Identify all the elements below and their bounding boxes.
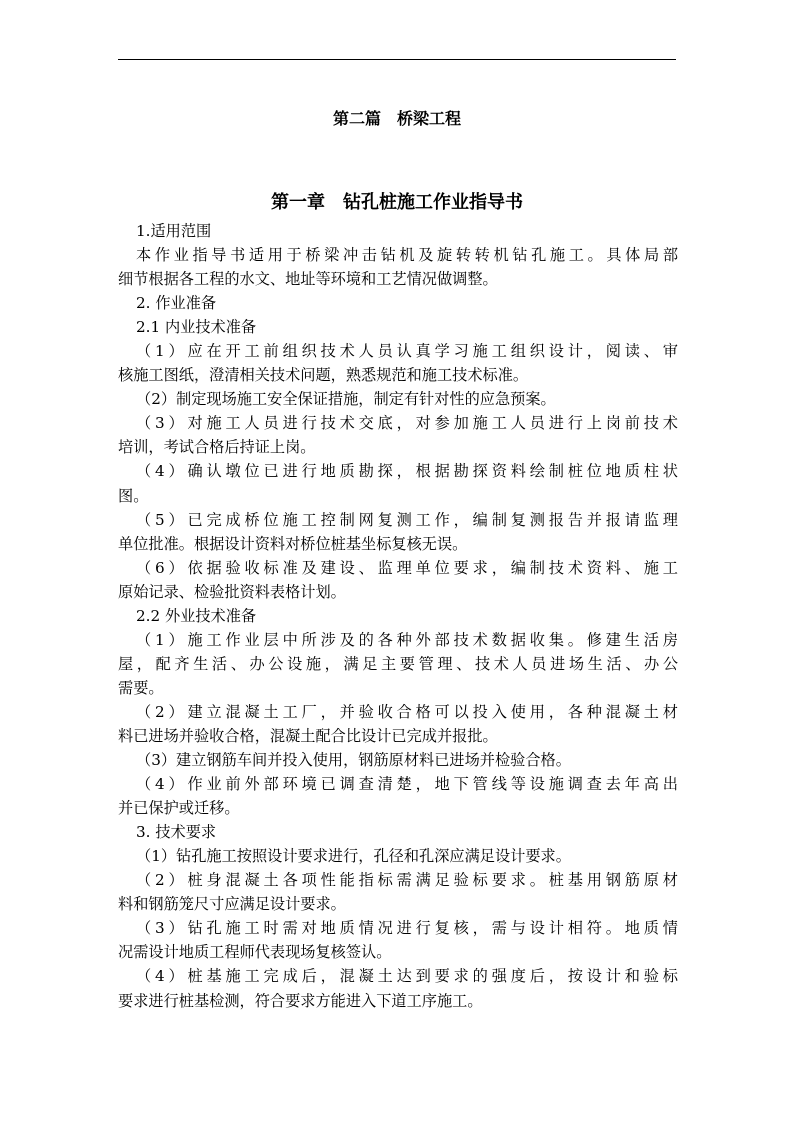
- paragraph-line: （4）作业前外部环境已调查清楚，地下管线等设施调查去年高出: [136, 775, 678, 794]
- paragraph-line: （2）制定现场施工安全保证措施，制定有针对性的应急预案。: [136, 390, 556, 409]
- paragraph-line: 需要。: [118, 678, 164, 697]
- paragraph-line: 培训，考试合格后持证上岗。: [118, 438, 316, 457]
- section-heading: 2. 作业准备: [136, 294, 217, 313]
- paragraph-line: 细节根据各工程的水文、地址等环境和工艺情况做调整。: [118, 270, 498, 289]
- header-rule: [118, 59, 676, 60]
- paragraph-line: 屋，配齐生活、办公设施，满足主要管理、技术人员进场生活、办公: [118, 654, 678, 673]
- paragraph-line: 料和钢筋笼尺寸应满足设计要求。: [118, 895, 346, 914]
- paragraph-line: 本作业指导书适用于桥梁冲击钻机及旋转转机钻孔施工。具体局部: [136, 246, 678, 265]
- paragraph-line: 原始记录、检验批资料表格计划。: [118, 582, 346, 601]
- part-title: 第二篇 桥梁工程: [332, 109, 461, 128]
- paragraph-line: 况需设计地质工程师代表现场复核签认。: [118, 943, 392, 962]
- paragraph-line: （1）施工作业层中所涉及的各种外部技术数据收集。修建生活房: [136, 630, 678, 649]
- paragraph-line: （1）应在开工前组织技术人员认真学习施工组织设计，阅读、审: [136, 342, 678, 361]
- paragraph-line: （4）确认墩位已进行地质勘探，根据勘探资料绘制桩位地质柱状: [136, 462, 678, 481]
- paragraph-line: （3）对施工人员进行技术交底，对参加施工人员进行上岗前技术: [136, 414, 678, 433]
- section-heading: 1.适用范围: [136, 222, 212, 240]
- paragraph-line: （3）钻孔施工时需对地质情况进行复核，需与设计相符。地质情: [136, 919, 678, 938]
- section-heading: 3. 技术要求: [136, 823, 217, 842]
- paragraph-line: （2）桩身混凝土各项性能指标需满足验标要求。桩基用钢筋原材: [136, 871, 678, 890]
- paragraph-line: 要求进行桩基检测，符合要求方能进入下道工序施工。: [118, 991, 483, 1010]
- document-body: [118, 219, 678, 1013]
- chapter-title: 第一章 钻孔桩施工作业指导书: [271, 192, 523, 213]
- paragraph-line: 单位批准。根据设计资料对桥位桩基坐标复核无误。: [118, 534, 468, 553]
- paragraph-line: （6）依据验收标准及建设、监理单位要求，编制技术资料、施工: [136, 558, 678, 577]
- section-heading: 2.2 外业技术准备: [136, 606, 257, 625]
- section-heading: 2.1 内业技术准备: [136, 318, 257, 337]
- paragraph-line: （5）已完成桥位施工控制网复测工作，编制复测报告并报请监理: [136, 510, 678, 529]
- paragraph-line: （3）建立钢筋车间并投入使用，钢筋原材料已进场并检验合格。: [136, 751, 571, 770]
- paragraph-line: （4）桩基施工完成后，混凝土达到要求的强度后，按设计和验标: [136, 967, 678, 986]
- paragraph-line: 核施工图纸，澄清相关技术问题，熟悉规范和施工技术标准。: [118, 366, 529, 385]
- paragraph-line: 图。: [118, 486, 149, 505]
- paragraph-line: （2）建立混凝土工厂，并验收合格可以投入使用，各种混凝土材: [136, 702, 678, 721]
- paragraph-line: 并已保护或迁移。: [118, 799, 240, 818]
- paragraph-line: 料已进场并验收合格，混凝土配合比设计已完成并报批。: [118, 726, 498, 745]
- paragraph-line: （1）钻孔施工按照设计要求进行，孔径和孔深应满足设计要求。: [136, 847, 571, 866]
